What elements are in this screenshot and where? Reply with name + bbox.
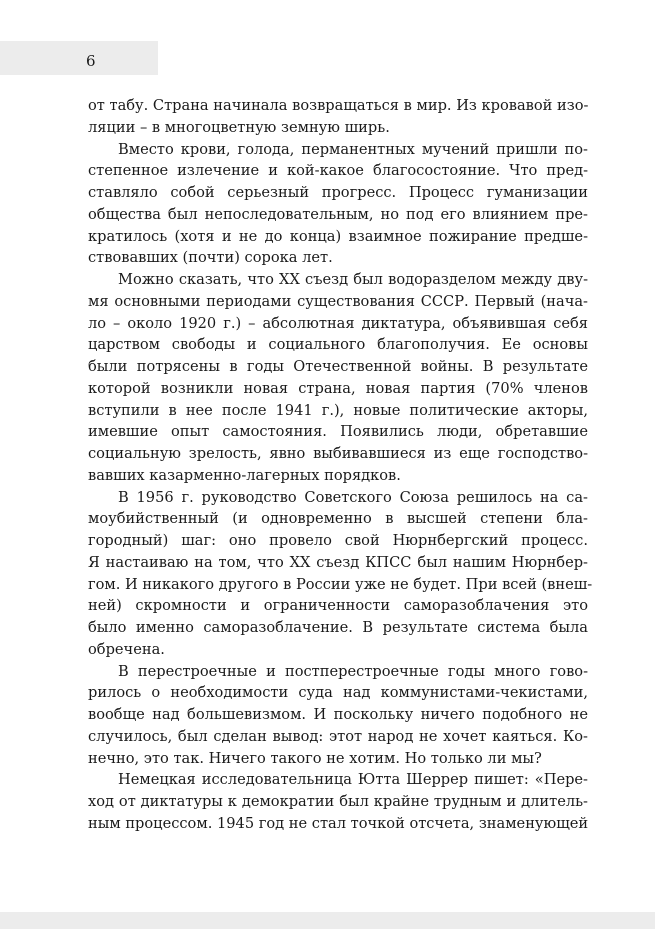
text-line: было именно саморазоблачение. В результате система была xyxy=(88,619,588,636)
text-line: В 1956 г. руководство Советского Союза решилось на са- xyxy=(118,488,588,506)
text-line: кратилось (хотя и не до конца) взаимное пожирание предше- xyxy=(88,227,588,245)
text-line: которой возникли новая страна, новая партия (70% членов xyxy=(88,379,588,397)
text-line: ход от диктатуры к демократии был крайне трудным и длитель- xyxy=(88,793,588,810)
text-line: социальную зрелость, явно выбивавшиеся из еще господство- xyxy=(88,445,588,462)
page-number: 6 xyxy=(86,52,96,70)
text-line: от табу. Страна начинала возвращаться в мир. Из кровавой изо- xyxy=(88,97,589,114)
text-line: Немецкая исследовательница Ютта Шеррер пишет: «Пере- xyxy=(118,771,588,789)
text-line: Можно сказать, что ХХ съезд был водоразделом между дву- xyxy=(118,271,588,288)
text-line: Я настаиваю на том, что ХХ съезд КПСС был нашим Нюрнбер- xyxy=(88,553,588,571)
text-line: рилось о необходимости суда над коммунистами-чекистами, xyxy=(88,684,588,702)
text-line: мя основными периодами существования СССР. Первый (нача- xyxy=(88,292,588,310)
text-line: В перестроечные и постперестроечные годы много гово- xyxy=(118,662,588,680)
text-line: гом. И никакого другого в России уже не будет. При всей (внеш- xyxy=(88,575,593,593)
text-line: ло – около 1920 г.) – абсолютная диктатура, объявившая себя xyxy=(88,314,588,332)
text-line: нечно, это так. Ничего такого не хотим. Но только ли мы? xyxy=(88,749,542,767)
text-line: степенное излечение и кой-какое благосостояние. Что пред- xyxy=(88,162,588,180)
page-number-tab xyxy=(0,41,158,75)
text-line: обречена. xyxy=(88,640,165,658)
text-line: общества был непоследовательным, но под его влиянием пре- xyxy=(88,205,588,223)
text-line: вообще над большевизмом. И поскольку ничего подобного не xyxy=(88,706,588,723)
text-line: ней) скромности и ограниченности саморазоблачения это xyxy=(88,597,588,615)
text-line: царством свободы и социального благополучия. Ее основы xyxy=(88,336,588,354)
text-line: ным процессом. 1945 год не стал точкой отсчета, знаменующей xyxy=(88,814,589,832)
text-line: моубийственный (и одновременно в высшей степени бла- xyxy=(88,510,588,528)
text-line: Вместо крови, голода, перманентных мучений пришли по- xyxy=(118,140,588,158)
bottom-strip xyxy=(0,912,655,929)
text-line: были потрясены в годы Отечественной войны. В результате xyxy=(88,358,588,375)
text-line: случилось, был сделан вывод: этот народ не хочет каяться. Ко- xyxy=(88,727,588,745)
text-line: имевшие опыт самостояния. Появились люди, обретавшие xyxy=(88,423,588,441)
text-line: вступили в нее после 1941 г.), новые политические акторы, xyxy=(88,401,588,419)
text-line: ствовавших (почти) сорока лет. xyxy=(88,249,333,267)
text-line: ставляло собой серьезный прогресс. Процесс гуманизации xyxy=(88,184,588,201)
text-line: вавших казарменно-лагерных порядков. xyxy=(88,466,401,484)
body-text xyxy=(88,95,593,835)
text-line: ляции – в многоцветную земную ширь. xyxy=(88,118,390,136)
text-line: городный) шаг: оно провело свой Нюрнбергский процесс. xyxy=(88,532,588,549)
